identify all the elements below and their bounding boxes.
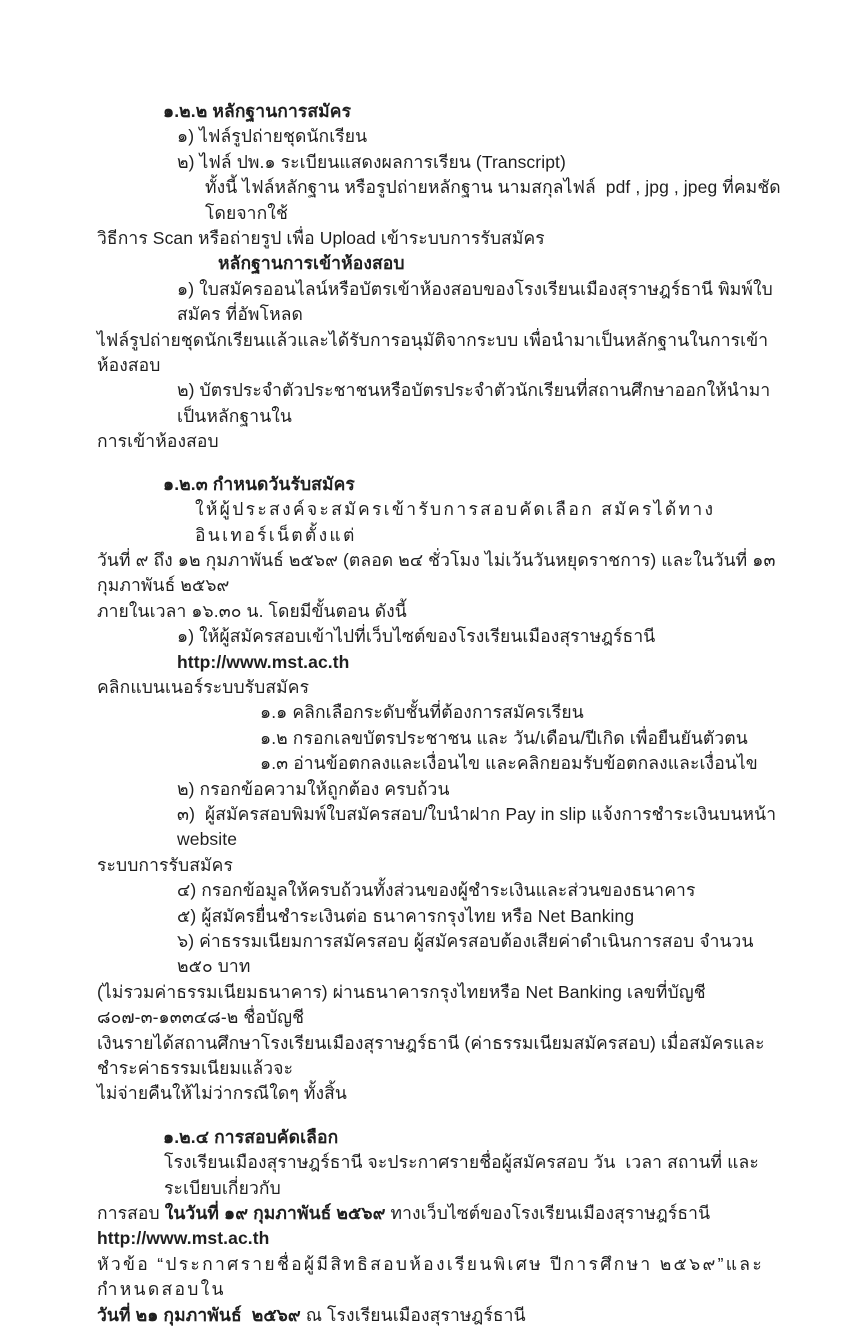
text-segment: ๑.๒ กรอกเลขบัตรประชาชน และ วัน/เดือน/ปีเกิด เพื่อยืนยันตัวตน <box>260 727 748 748</box>
text-segment: ๖) ค่าธรรมเนียมการสมัครสอบ ผู้สมัครสอบต้องเสียค่าดำเนินการสอบ จำนวน ๒๕๐ บาท <box>177 931 759 977</box>
text-segment: โรงเรียนเมืองสุราษฎร์ธานี จะประกาศรายชื่อผู้สมัครสอบ วัน เวลา สถานที่ และระเบียบเกี่ยวกับ <box>164 1152 759 1198</box>
step-6-line4 <box>97 1081 787 1106</box>
heading-1-2-4 <box>97 1125 787 1150</box>
text-segment: ๑) ให้ผู้สมัครสอบเข้าไปที่เว็บไซต์ของโรงเรียนเมืองสุราษฎร์ธานี <box>177 626 661 647</box>
document-page <box>97 99 787 1328</box>
step-6-line1 <box>97 929 787 980</box>
text-segment: (ไม่รวมค่าธรรมเนียมธนาคาร) ผ่านธนาคารกรุงไทยหรือ Net Banking เลขที่บัญชี ๘๐๗-๓-๑๓๓๔๘-๒ ชื่อบัญชี <box>97 981 711 1028</box>
item-exam-evidence-2-line2 <box>97 429 787 454</box>
bold-text-segment: ๑.๒.๔ การสอบคัดเลือก <box>163 1126 339 1147</box>
item-exam-evidence-1-line2 <box>97 328 787 379</box>
text-segment: ๒) ไฟล์ ปพ.๑ ระเบียนแสดงผลการเรียน (Transcript) <box>177 151 566 172</box>
step-4 <box>97 878 787 903</box>
step-2 <box>97 777 787 802</box>
text-segment: ๑) ใบสมัครออนไลน์หรือบัตรเข้าห้องสอบของโรงเรียนเมืองสุราษฎร์ธานี พิมพ์ใบสมัคร ที่อัพโหลด <box>177 278 773 325</box>
text-segment: วิธีการ Scan หรือถ่ายรูป เพื่อ Upload เข้าระบบการรับสมัคร <box>97 228 545 249</box>
para-file-format-line2 <box>97 226 787 251</box>
text-segment: ๒) กรอกข้อความให้ถูกต้อง ครบถ้วน <box>177 778 450 799</box>
subheading-exam-evidence <box>97 251 787 276</box>
heading-1-2-2 <box>97 99 787 124</box>
item-file-transcript <box>97 150 787 175</box>
text-segment: ณ โรงเรียนเมืองสุราษฎร์ธานี <box>300 1304 526 1325</box>
text-segment: การเข้าห้องสอบ <box>97 431 219 452</box>
step-1-2 <box>97 726 787 751</box>
bold-text-segment: หลักฐานการเข้าห้องสอบ <box>218 253 405 274</box>
text-segment: ไฟล์รูปถ่ายชุดนักเรียนแล้วและได้รับการอนุมัติจากระบบ เพื่อนำมาเป็นหลักฐานในการเข้าห้องสอบ <box>97 329 769 376</box>
text-segment: ไม่จ่ายคืนให้ไม่ว่ากรณีใดๆ ทั้งสิ้น <box>97 1083 347 1104</box>
text-segment: ทั้งนี้ ไฟล์หลักฐาน หรือรูปถ่ายหลักฐาน นามสกุลไฟล์ pdf , jpg , jpeg ที่คมชัด โดยจากใช้ <box>205 177 786 223</box>
text-segment: ๑.๓ อ่านข้อตกลงและเงื่อนไข และคลิกยอมรับข้อตกลงและเงื่อนไข <box>260 753 758 774</box>
para-selection-line2 <box>97 1201 787 1252</box>
text-segment: เงินรายได้สถานศึกษาโรงเรียนเมืองสุราษฎร์ธานี (ค่าธรรมเนียมสมัครสอบ) เมื่อสมัครและชำระค่าธรรมเนียมแล้วจะ <box>97 1032 765 1079</box>
step-3-line1 <box>97 802 787 853</box>
para-file-format-line1 <box>97 175 787 226</box>
item-exam-evidence-2-line1 <box>97 378 787 429</box>
step-1-1 <box>97 700 787 725</box>
item-file-photo <box>97 124 787 149</box>
para-selection-line4 <box>97 1303 787 1328</box>
text-segment: ๑) ไฟล์รูปถ่ายชุดนักเรียน <box>177 126 368 147</box>
bold-text-segment: http://www.mst.ac.th <box>97 1228 270 1249</box>
text-segment: การสอบ <box>97 1203 165 1224</box>
text-segment: ๒) บัตรประจำตัวประชาชนหรือบัตรประจำตัวนักเรียนที่สถานศึกษาออกให้นำมาเป็นหลักฐานใน <box>177 380 771 426</box>
text-segment: ๓) ผู้สมัครสอบพิมพ์ใบสมัครสอบ/ใบนำฝาก Pay in slip แจ้งการชำระเงินบนหน้า website <box>177 803 782 850</box>
para-selection-line1 <box>97 1150 787 1201</box>
text-segment: ทางเว็บไซต์ของโรงเรียนเมืองสุราษฎร์ธานี <box>385 1203 716 1224</box>
step-1-line2 <box>97 675 787 700</box>
bold-text-segment: http://www.mst.ac.th <box>177 651 350 672</box>
step-6-line2 <box>97 980 787 1031</box>
text-segment: ๕) ผู้สมัครยื่นชำระเงินต่อ ธนาคารกรุงไทย หรือ Net Banking <box>177 905 635 926</box>
bold-text-segment: ๑.๒.๓ กำหนดวันรับสมัคร <box>163 473 355 494</box>
text-segment: หัวข้อ “ประกาศรายชื่อผู้มีสิทธิสอบห้องเรียนพิเศษ ปีการศึกษา ๒๕๖๙”และกำหนดสอบใน <box>97 1253 765 1300</box>
text-segment: วันที่ ๙ ถึง ๑๒ กุมภาพันธ์ ๒๕๖๙ (ตลอด ๒๔ ชั่วโมง ไม่เว้นวันหยุดราชการ) และในวันที่ ๑๓ กุมภาพันธ์ ๒๕๖๙ <box>97 549 781 596</box>
para-schedule-line1 <box>97 497 787 548</box>
bold-text-segment: วันที่ ๒๑ กุมภาพันธ์ ๒๕๖๙ <box>97 1304 301 1325</box>
text-segment: ๔) กรอกข้อมูลให้ครบถ้วนทั้งส่วนของผู้ชำระเงินและส่วนของธนาคาร <box>177 880 696 901</box>
bold-text-segment: ๑.๒.๒ หลักฐานการสมัคร <box>163 101 352 121</box>
text-segment: ระบบการรับสมัคร <box>97 854 233 875</box>
para-schedule-line3 <box>97 599 787 624</box>
heading-1-2-3 <box>97 472 787 497</box>
step-5 <box>97 904 787 929</box>
bold-text-segment: ในวันที่ ๑๙ กุมภาพันธ์ ๒๕๖๙ <box>164 1203 386 1224</box>
para-schedule-line2 <box>97 548 787 599</box>
para-selection-line3 <box>97 1252 787 1303</box>
item-exam-evidence-1-line1 <box>97 277 787 328</box>
text-segment: ให้ผู้ประสงค์จะสมัครเข้ารับการสอบคัดเลือก สมัครได้ทางอินเทอร์เน็ตตั้งแต่ <box>195 499 716 545</box>
text-segment: ภายในเวลา ๑๖.๓๐ น. โดยมีขั้นตอน ดังนี้ <box>97 600 407 621</box>
step-1-3 <box>97 751 787 776</box>
step-6-line3 <box>97 1031 787 1082</box>
step-3-line2 <box>97 853 787 878</box>
text-segment: ๑.๑ คลิกเลือกระดับชั้นที่ต้องการสมัครเรียน <box>260 702 584 723</box>
step-1-line1 <box>97 624 787 675</box>
text-segment: คลิกแบนเนอร์ระบบรับสมัคร <box>97 676 310 697</box>
